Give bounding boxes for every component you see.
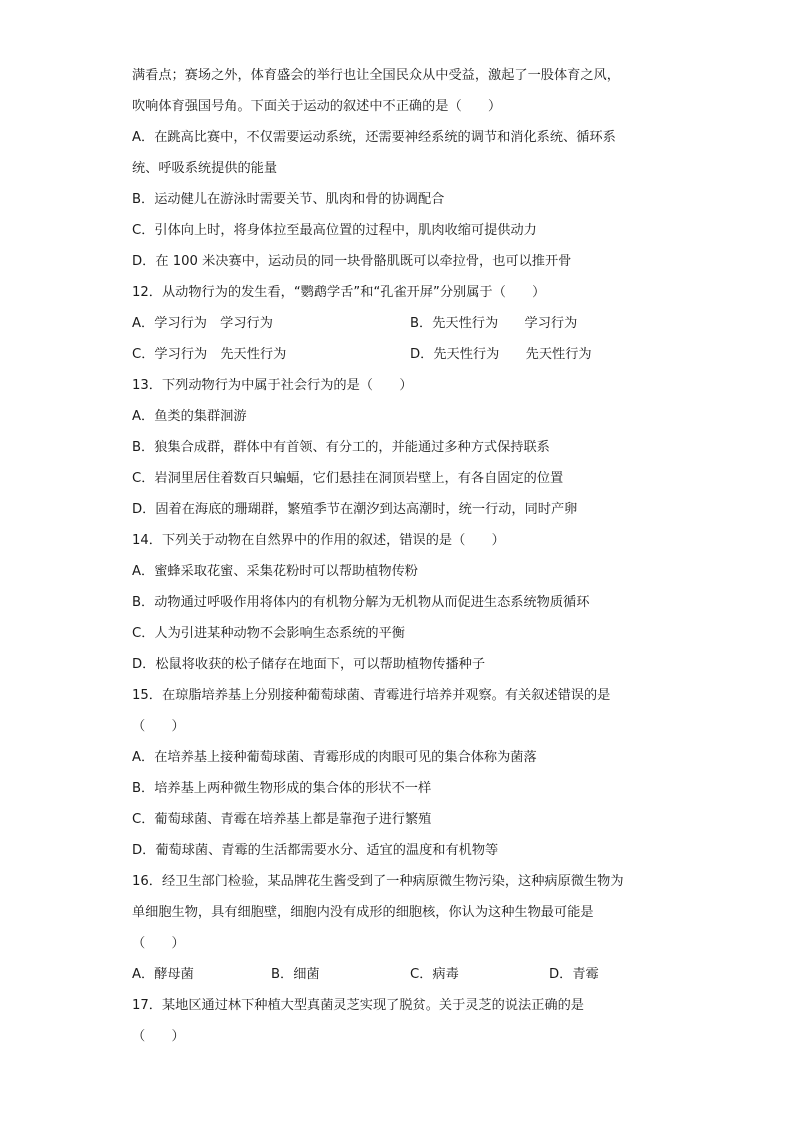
- q13-stem: 13．下列动物行为中属于社会行为的是（ ）: [132, 378, 413, 393]
- q15-option-c: C．葡萄球菌、青霉在培养基上都是靠孢子进行繁殖: [132, 812, 432, 827]
- q12-option-b: B．先天性行为 学习行为: [410, 316, 578, 331]
- q14-stem: 14．下列关于动物在自然界中的作用的叙述，错误的是（ ）: [132, 533, 505, 548]
- q15-option-d: D．葡萄球菌、青霉的生活都需要水分、适宜的温度和有机物等: [132, 843, 499, 858]
- q13-option-b: B．狼集合成群，群体中有首领、有分工的，并能通过多种方式保持联系: [132, 440, 550, 455]
- q11-option-c: C．引体向上时，将身体拉至最高位置的过程中，肌肉收缩可提供动力: [132, 223, 537, 238]
- q11-option-a-line-2: 统、呼吸系统提供的能量: [132, 161, 278, 176]
- q14-option-c: C．人为引进某种动物不会影响生态系统的平衡: [132, 626, 405, 641]
- q16-stem-line-2: 单细胞生物，具有细胞壁，细胞内没有成形的细胞核，你认为这种生物最可能是: [132, 905, 594, 920]
- q13-option-d: D．固着在海底的珊瑚群，繁殖季节在潮汐到达高潮时，统一行动，同时产卵: [132, 502, 578, 517]
- q15-option-b: B．培养基上两种微生物形成的集合体的形状不一样: [132, 781, 432, 796]
- q16-options-row: [132, 959, 662, 990]
- q16-stem-line-1: 16．经卫生部门检验，某品牌花生酱受到了一种病原微生物污染，这种病原微生物为: [132, 874, 624, 889]
- q14-option-d: D．松鼠将收获的松子储存在地面下，可以帮助植物传播种子: [132, 657, 486, 672]
- q12-options-row-1: [132, 308, 662, 339]
- q14-option-a: A．蜜蜂采取花蜜、采集花粉时可以帮助植物传粉: [132, 564, 418, 579]
- q11-option-a-line-1: A．在跳高比赛中，不仅需要运动系统，还需要神经系统的调节和消化系统、循环系: [132, 130, 616, 145]
- exam-page: [132, 60, 662, 1052]
- q16-stem-line-3: （ ）: [132, 936, 185, 951]
- q16-option-d: D．青霉: [549, 967, 599, 982]
- q11-option-b: B．运动健儿在游泳时需要关节、肌肉和骨的协调配合: [132, 192, 445, 207]
- q17-stem-line-2: （ ）: [132, 1029, 185, 1044]
- q12-option-a: A．学习行为 学习行为: [132, 316, 273, 331]
- q12-stem: 12．从动物行为的发生看，“鹦鹉学舌”和“孔雀开屏”分别属于（ ）: [132, 285, 546, 300]
- q12-option-c: C．学习行为 先天性行为: [132, 347, 287, 362]
- q15-stem-line-1: 15．在琼脂培养基上分别接种葡萄球菌、青霉进行培养并观察。有关叙述错误的是: [132, 688, 611, 703]
- q17-stem-line-1: 17．某地区通过林下种植大型真菌灵芝实现了脱贫。关于灵芝的说法正确的是: [132, 998, 584, 1013]
- q16-option-c: C．病毒: [410, 967, 459, 982]
- q12-options-row-2: [132, 339, 662, 370]
- q13-option-a: A．鱼类的集群洄游: [132, 409, 247, 424]
- q11-option-d: D．在 100 米决赛中，运动员的同一块骨骼肌既可以牵拉骨，也可以推开骨: [132, 254, 572, 269]
- q12-option-d: D．先天性行为 先天性行为: [410, 347, 592, 362]
- q16-option-a: A．酵母菌: [132, 967, 194, 982]
- intro-line-2: 吹响体育强国号角。下面关于运动的叙述中不正确的是（ ）: [132, 99, 502, 114]
- q15-option-a: A．在培养基上接种葡萄球菌、青霉形成的肉眼可见的集合体称为菌落: [132, 750, 537, 765]
- q16-option-b: B．细菌: [271, 967, 320, 982]
- q14-option-b: B．动物通过呼吸作用将体内的有机物分解为无机物从而促进生态系统物质循环: [132, 595, 590, 610]
- q15-stem-line-2: （ ）: [132, 719, 185, 734]
- q13-option-c: C．岩洞里居住着数百只蝙蝠，它们悬挂在洞顶岩壁上，有各自固定的位置: [132, 471, 564, 486]
- intro-line-1: 满看点；赛场之外，体育盛会的举行也让全国民众从中受益，激起了一股体育之风，: [132, 68, 620, 83]
